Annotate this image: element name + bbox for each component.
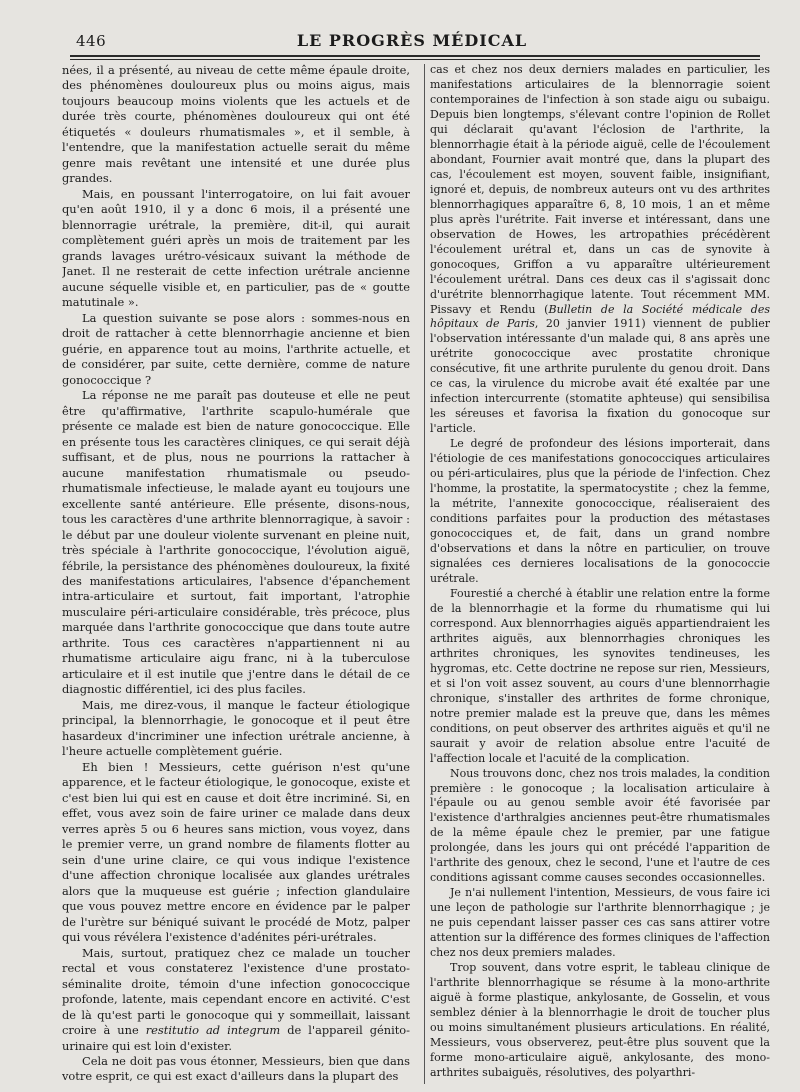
paragraph xyxy=(430,63,770,437)
text-run: de l'appareil génito-urinaire qui est loin d'exister. xyxy=(62,1023,410,1053)
journal-title: LE PROGRÈS MÉDICAL xyxy=(296,31,528,50)
page-number: 446 xyxy=(76,32,107,50)
paragraph: Eh bien ! Messieurs, cette guérison n'est qu'une apparence, et le facteur étiologique, le gonocoque, existe et c'est bien lui qui est en cause et doit être incriminé. Si, en effet, vous avez soin de faire uriner ce malade dans deux verres après 5 ou 6 heures sans miction, vous voyez, dans le premier verre, un grand nombre de filaments flotter au sein d'une urine claire, ce qui vous indique l'existence d'une affection chronique localisée aux glandes urétrales alors que la muqueuse est guérie ; infection glandulaire que vous pouvez mettre encore en évidence par le palper de l'urètre sur béniqué suivant le procédé de Motz, palper qui vous révélera l'existence d'adénites péri-urétrales. xyxy=(62,759,410,945)
paragraph: Le degré de profondeur des lésions importerait, dans l'étiologie de ces manifestations gonococciques articulaires ou péri-articulaires, plus que la période de l'infection. Chez l'homme, la prostatite, la spermatocystite ; chez la femme, la métrite, l'annexite gonococcique, réaliseraient des conditions parfaites pour la production des métastases gonococciques et, de fait, dans un grand nombre d'observations et dans la nôtre en particulier, on trouve signalées ces dernieres localisations de la gonococcie urétrale. xyxy=(430,437,770,585)
text-run: cas et chez nos deux derniers malades en particulier, les manifestations articulaires de la blennorragie soient contemporaines de l'infection à son stade aigu ou subaigu. Depuis bien longtemps, s'élevant contre l'opinion de Rollet qui déclarait qu'avant l'éclosion de l'arthrite, la blennorrhagie était à la période aiguë, celle de l'écoulement abondant, Fournier avait montré que, dans la plupart des cas, l'écoulement est moyen, souvent faible, insignifiant, ignoré et, depuis, de nombreux auteurs ont vu des arthrites blennorrhagiques apparaître 6, 8, 10 mois, 1 an et même plus après l'urétrite. Fait inverse et intéressant, dans une observation de Howes, les artropathies précédèrent l'écoulement urétral et, dans un cas de synovite à gonocoques, Griffon a vu apparaître ultérieurement l'écoulement urétral. Dans ces deux cas il s'agissait donc d'urétrite blennorrhagique latente. Tout récemment MM. Pissavy et Rendu ( xyxy=(430,63,770,316)
latin-phrase: restitutio ad integrum xyxy=(145,1023,281,1038)
column-divider xyxy=(424,64,425,1084)
paragraph: Nous trouvons donc, chez nos trois malades, la condition première : le gonocoque ; la localisation articulaire à l'épaule ou au genou semble avoir été favorisée par l'existence d'arthralgies anciennes peut-être rhumatismales de la même épaule chez le premier, par une fatigue prolongée, dans les jours qui ont précédé l'apparition de l'arthrite des genoux, chez le second, l'une et l'autre de ces conditions agissant comme causes secondes occasionnelles. xyxy=(430,766,770,885)
paragraph: Mais, en poussant l'interrogatoire, on lui fait avouer qu'en août 1910, il y a donc 6 mois, il a présenté une blennorragie urétrale, la première, dit-il, qui aurait complètement guéri après un mois de traitement par les grands lavages urétro-vésicaux suivant la méthode de Janet. Il ne resterait de cette infection urétrale ancienne aucune séquelle visible et, en particulier, pas de « goutte matutinale ». xyxy=(62,186,410,310)
text-run: , 20 janvier 1911) viennent de publier l'observation intéressante d'un malade qui, 8 ans après une urétrite gonococcique avec prostatite chronique consécutive, fit une arthrite purulente du genou droit. Dans ce cas, la virulence du microbe avait été exaltée par une infection intercurrente (stomatite aphteuse) qui sensibilisa les séreuses et favorisa la fixation du gonocoque sur l'article. xyxy=(430,317,770,436)
paragraph: La réponse ne me paraît pas douteuse et elle ne peut être qu'affirmative, l'arthrite scapulo-humérale que présente ce malade est bien de nature gonococcique. Elle en présente tous les caractères cliniques, ce qui serait déjà suffisant, et de plus, nous ne pourrions la rattacher à aucune manifestation rhumatismale ou pseudo-rhumatismale infectieuse, le malade ayant eu toujours une excellente santé antérieure. Elle présente, disons-nous, tous les caractères d'une arthrite blennorragique, à savoir : le début par une douleur violente survenant en pleine nuit, très spéciale à l'arthrite gonococcique, l'évolution aiguë, fébrile, la persistance des phénomènes douloureux, la fixité des manifestations articulaires, l'absence d'épanchement intra-articulaire et surtout, fait important, l'atrophie musculaire péri-articulaire considérable, très précoce, plus marquée dans l'arthrite gonococcique que dans toute autre arthrite. Tous ces caractères n'appartiennent ni au rhumatisme articulaire aigu franc, ni à la tuberculose articulaire et il est inutile que j'entre dans le détail de ce diagnostic différentiel, ici des plus faciles. xyxy=(62,388,410,697)
page-header xyxy=(62,30,762,52)
left-column xyxy=(62,63,410,1088)
paragraph: nées, il a présenté, au niveau de cette même épaule droite, des phénomènes douloureux plus ou moins aigus, mais toujours beaucoup moins violents que les actuels et de durée très courte, phénomènes douloureux qui ont été étiquetés « douleurs rhumatismales », et il semble, à l'entendre, que la manifestation actuelle serait du même genre mais revêtant une intensité et une durée plus grandes. xyxy=(62,63,410,186)
paragraph: Cela ne doit pas vous étonner, Messieurs, bien que dans votre esprit, ce qui est exact d'ailleurs dans la plupart des xyxy=(62,1054,410,1084)
paragraph xyxy=(62,946,410,1054)
paragraph: Trop souvent, dans votre esprit, le tableau clinique de l'arthrite blennorrhagique se résume à la mono-arthrite aiguë à forme plastique, ankylosante, de Gosselin, et vous semblez dénier à la blennorrhagie le droit de toucher plus ou moins simultanément plusieurs articulations. En réalité, Messieurs, vous observerez, peut-être plus souvent que la forme mono-articulaire aiguë, ankylosante, des mono-arthrites subaiguës, résolutives, des polyarthri- xyxy=(430,961,770,1079)
paragraph: Je n'ai nullement l'intention, Messieurs, de vous faire ici une leçon de pathologie sur l'arthrite blennorrhagique ; je ne puis cependant laisser passer ces cas sans attirer votre attention sur la différence des formes cliniques de l'affection chez nos deux premiers malades. xyxy=(430,886,770,960)
paragraph: La question suivante se pose alors : sommes-nous en droit de rattacher à cette blennorrhagie ancienne et bien guérie, en apparence tout au moins, l'arthrite actuelle, et de considérer, par suite, cette dernière, comme de nature gonococcique ? xyxy=(62,310,410,387)
paragraph: Mais, me direz-vous, il manque le facteur étiologique principal, la blennorrhagie, le gonocoque et il peut être hasardeux d'incriminer une infection urétrale ancienne, à l'heure actuelle complètement guérie. xyxy=(62,697,410,759)
header-rule-thin xyxy=(70,59,760,60)
header-rule xyxy=(70,55,760,57)
journal-citation: Bulletin de la Société médicale des hôpitaux de Paris xyxy=(430,302,770,331)
text-run: Mais, surtout, pratiquez chez ce malade un toucher rectal et vous constaterez l'existence d'une prostato-séminalite droite, témoin d'une infection gonococcique profonde, latente, mais cependant encore en activité. C'est de là qu'est parti le gonocoque qui y sommeillait, laissant croire à une xyxy=(62,945,410,1038)
paragraph: Fourestié a cherché à établir une relation entre la forme de la blennorrhagie et la forme du rhumatisme qui lui correspond. Aux blennorrhagies aiguës appartiendraient les arthrites aiguës, aux blennorrhagies chroniques les arthrites chroniques, les synovites tendineuses, les hygromas, etc. Cette doctrine ne repose sur rien, Messieurs, et si l'on voit assez souvent, au cours d'une blennorrhagie chronique, s'installer des arthrites de forme chronique, notre premier malade est la preuve que, dans les mêmes conditions, on peut observer des arthrites aiguës et qu'il ne saurait y avoir de relation absolue entre l'acuité de l'affection locale et l'acuité de la complication. xyxy=(430,586,770,765)
right-column xyxy=(430,63,770,1088)
